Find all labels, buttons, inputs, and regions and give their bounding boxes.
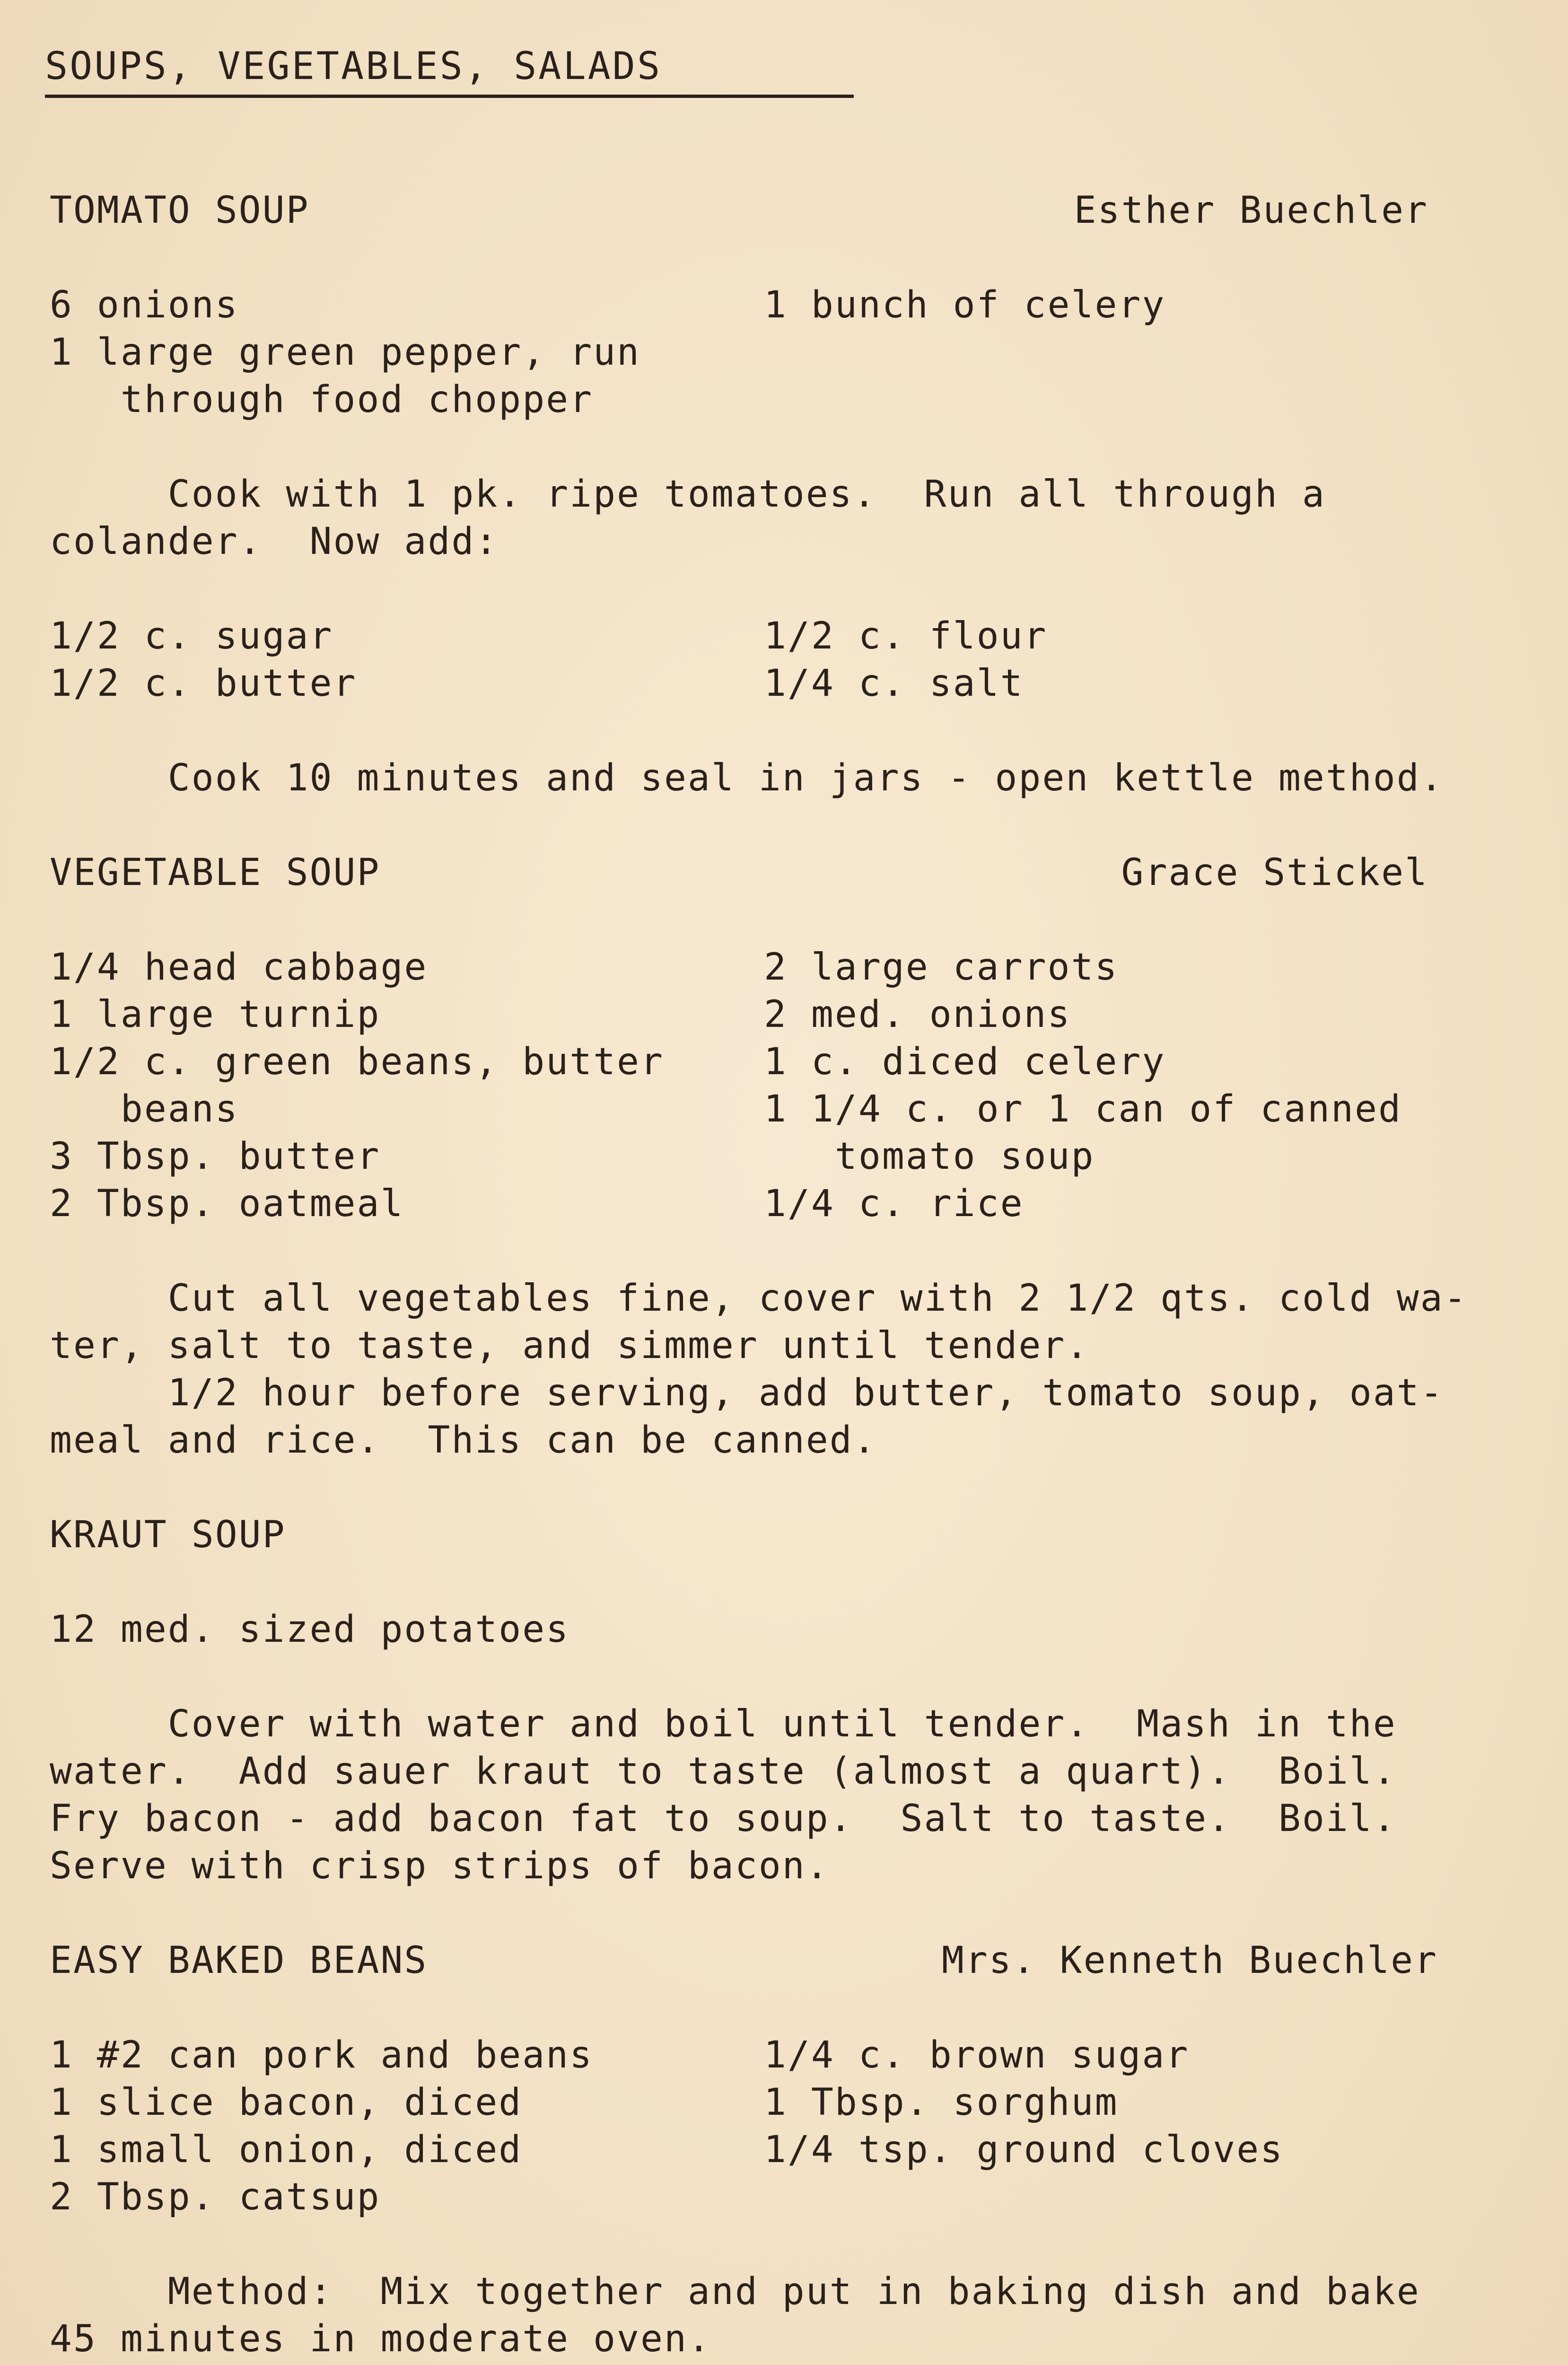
ingredient-line: 1 large green pepper, run <box>50 331 640 374</box>
recipe-title-tomato-soup: TOMATO SOUP <box>50 189 310 232</box>
ingredient-line: tomato soup <box>764 1135 1095 1178</box>
ingredient-line: 1/4 c. rice <box>764 1182 1024 1225</box>
ingredient-line: 3 Tbsp. butter <box>50 1135 381 1178</box>
instruction-line: colander. Now add: <box>50 520 499 563</box>
instruction-line: 1/2 hour before serving, add butter, tomato soup, oat- <box>50 1372 1444 1414</box>
ingredient-line: 1/2 c. flour <box>764 615 1048 657</box>
ingredient-line: through food chopper <box>50 378 594 421</box>
ingredient-line: 1 bunch of celery <box>764 284 1166 326</box>
ingredient-line: 1/4 c. brown sugar <box>764 2034 1190 2076</box>
instruction-line: Cook with 1 pk. ripe tomatoes. Run all through a <box>50 473 1326 516</box>
instruction-line: 45 minutes in moderate oven. <box>50 2318 711 2360</box>
instruction-line: water. Add sauer kraut to taste (almost a quart). Boil. <box>50 1750 1397 1793</box>
ingredient-line: beans <box>50 1088 239 1130</box>
ingredient-line: 1 1/4 c. or 1 can of canned <box>764 1088 1402 1130</box>
footer-location <box>875 2363 1135 2365</box>
recipe-title-kraut-soup: KRAUT SOUP <box>50 1514 286 1556</box>
ingredient-line: 1/2 c. sugar <box>50 615 333 657</box>
instruction-line: meal and rice. This can be canned. <box>50 1419 877 1462</box>
ingredient-line: 6 onions <box>50 284 239 326</box>
recipe-author-easy-baked-beans: Mrs. Kenneth Buechler <box>941 1939 1438 1982</box>
instruction-line: Serve with crisp strips of bacon. <box>50 1845 830 1887</box>
ingredient-line: 1 c. diced celery <box>764 1041 1166 1083</box>
instruction-line: Cook 10 minutes and seal in jars - open kettle method. <box>50 757 1444 799</box>
instruction-line: Method: Mix together and put in baking dish and bake <box>50 2270 1420 2313</box>
ingredient-line: 1 large turnip <box>50 993 381 1036</box>
instruction-line: Cut all vegetables fine, cover with 2 1/2 qts. cold wa- <box>50 1277 1468 1320</box>
ingredient-line: 12 med. sized potatoes <box>50 1608 570 1651</box>
instruction-line: Cover with water and boil until tender. Mash in the <box>50 1703 1397 1745</box>
instruction-line: ter, salt to taste, and simmer until tender. <box>50 1324 1090 1367</box>
recipe-title-easy-baked-beans: EASY BAKED BEANS <box>50 1939 428 1982</box>
ingredient-line: 1 #2 can pork and beans <box>50 2034 594 2076</box>
ingredient-line: 1 small onion, diced <box>50 2128 523 2171</box>
recipe-author-vegetable-soup: Grace Stickel <box>1121 851 1428 894</box>
ingredient-line: 1/2 c. butter <box>50 662 357 705</box>
ingredient-line: 2 large carrots <box>764 946 1119 989</box>
ingredient-line: 1/4 head cabbage <box>50 946 428 989</box>
ingredient-line: 1 slice bacon, diced <box>50 2081 523 2124</box>
ingredient-line: 1 Tbsp. sorghum <box>764 2081 1119 2124</box>
ingredient-line: 1/4 c. salt <box>764 662 1024 705</box>
section-title-underline <box>45 95 854 98</box>
ingredient-line: 1/2 c. green beans, butter <box>50 1041 664 1083</box>
ingredient-line: 2 Tbsp. catsup <box>50 2176 381 2218</box>
ingredient-line: 2 Tbsp. oatmeal <box>50 1182 404 1225</box>
ingredient-line: 1/4 tsp. ground cloves <box>764 2128 1284 2171</box>
instruction-line: Fry bacon - add bacon fat to soup. Salt to taste. Boil. <box>50 1797 1397 1840</box>
ingredient-line: 2 med. onions <box>764 993 1071 1036</box>
page-number <box>695 2363 790 2365</box>
section-title: SOUPS, VEGETABLES, SALADS <box>45 44 662 88</box>
recipe-author-tomato-soup: Esther Buechler <box>1074 189 1428 232</box>
recipe-title-vegetable-soup: VEGETABLE SOUP <box>50 851 381 894</box>
